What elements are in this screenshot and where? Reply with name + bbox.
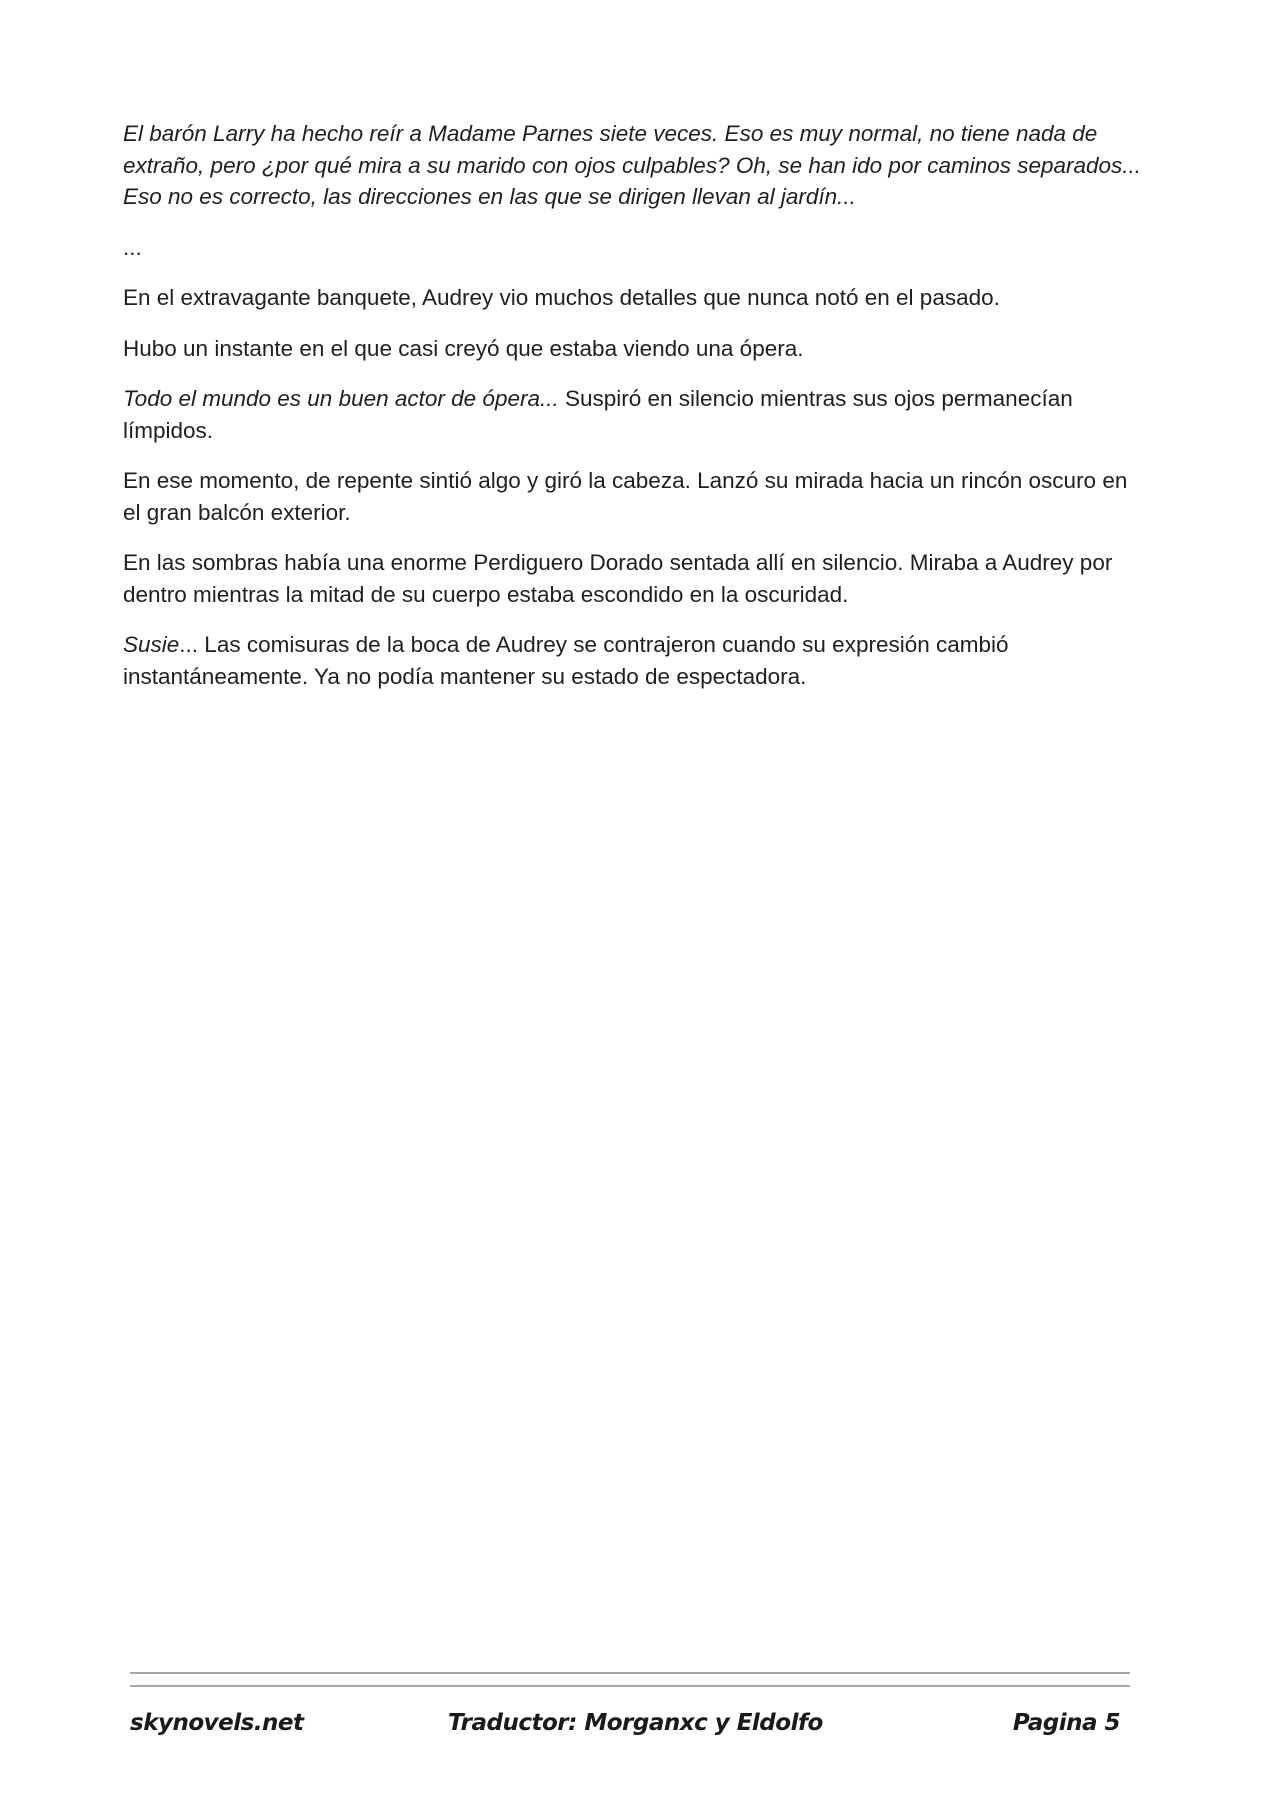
footer-site: skynovels.net	[130, 1710, 304, 1736]
paragraph-1	[123, 118, 1143, 213]
document-body	[123, 118, 1143, 711]
paragraph-3-text: En el extravagante banquete, Audrey vio muchos detalles que nunca notó en el pasado.	[123, 285, 1000, 310]
paragraph-4	[123, 333, 1143, 365]
paragraph-5-text: Suspiró en silencio mientras sus ojos permanecían límpidos.	[123, 386, 1073, 443]
paragraph-7-text: En las sombras había una enorme Perdiguero Dorado sentada allí en silencio. Miraba a Audrey por dentro mientras la mitad de su cuerpo estaba escondido en la oscuridad.	[123, 550, 1113, 607]
paragraph-2-text: ...	[123, 234, 142, 260]
footer-divider-bottom	[130, 1685, 1130, 1687]
paragraph-6-text: En ese momento, de repente sintió algo y giró la cabeza. Lanzó su mirada hacia un rincón oscuro en el gran balcón exterior.	[123, 468, 1128, 525]
paragraph-5	[123, 383, 1143, 446]
footer-translator: Traductor: Morganxc y Eldolfo	[448, 1710, 823, 1736]
paragraph-1-italic: El barón Larry ha hecho reír a Madame Parnes siete veces. Eso es muy normal, no tiene nada de extraño, pero ¿por qué mira a su marido con ojos culpables? Oh, se han ido por caminos separados... Eso no es correcto, las direcciones en las que se dirigen llevan al jardín...	[123, 121, 1142, 209]
paragraph-7	[123, 547, 1143, 610]
paragraph-8-italic: Susie	[123, 632, 180, 657]
footer-page-number: Pagina 5	[1012, 1710, 1120, 1736]
paragraph-4-text: Hubo un instante en el que casi creyó que estaba viendo una ópera.	[123, 335, 804, 361]
page-footer	[130, 1710, 1130, 1746]
paragraph-2	[123, 232, 1143, 264]
paragraph-6	[123, 465, 1143, 528]
paragraph-5-italic: Todo el mundo es un buen actor de ópera...	[123, 386, 559, 411]
paragraph-8-text: ... Las comisuras de la boca de Audrey se contrajeron cuando su expresión cambió instantáneamente. Ya no podía mantener su estado de espectadora.	[123, 632, 1009, 689]
paragraph-3	[123, 282, 1143, 314]
footer-divider-top	[130, 1672, 1130, 1674]
paragraph-8	[123, 629, 1143, 692]
